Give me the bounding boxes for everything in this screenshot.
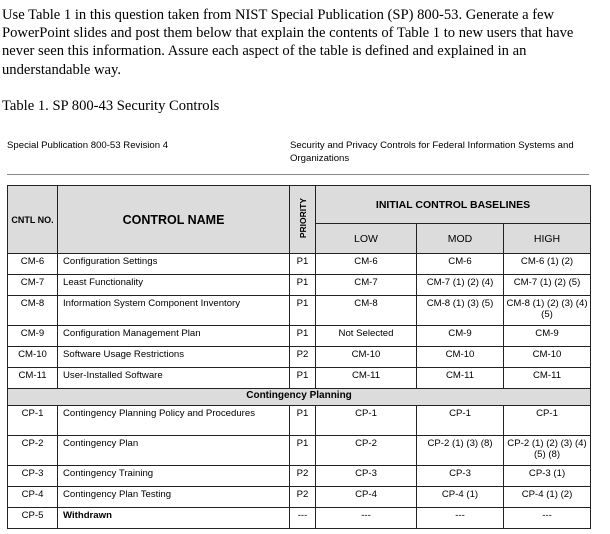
cell-low: CM-8 [316,296,417,326]
header-low: LOW [316,224,417,254]
table-row [8,487,591,508]
cell-cntl-no: CM-6 [8,254,58,275]
cell-high: CM-10 [504,347,591,368]
cell-control-name: Information System Component Inventory [58,296,290,326]
header-high: HIGH [504,224,591,254]
cell-control-name: Contingency Training [58,466,290,487]
cell-low: --- [316,508,417,529]
cell-control-name: User-Installed Software [58,368,290,389]
cell-priority: P1 [290,275,316,296]
cell-low: CM-11 [316,368,417,389]
cell-priority: P1 [290,406,316,436]
security-controls-table [7,185,591,529]
header-rule [7,174,589,175]
cell-low: CP-2 [316,436,417,466]
cell-cntl-no: CM-9 [8,326,58,347]
cell-low: CM-6 [316,254,417,275]
cell-high: CM-9 [504,326,591,347]
cell-priority: P2 [290,347,316,368]
cell-high: CM-6 (1) (2) [504,254,591,275]
cell-cntl-no: CP-4 [8,487,58,508]
cell-cntl-no: CP-1 [8,406,58,436]
table-row [8,466,591,487]
cell-priority: P1 [290,296,316,326]
cell-mod: CM-9 [417,326,504,347]
cell-low: Not Selected [316,326,417,347]
cell-mod: CP-2 (1) (3) (8) [417,436,504,466]
cell-low: CP-1 [316,406,417,436]
cell-mod: CM-8 (1) (3) (5) [417,296,504,326]
cell-cntl-no: CP-3 [8,466,58,487]
cell-low: CM-7 [316,275,417,296]
table-row [8,436,591,466]
cell-cntl-no: CP-5 [8,508,58,529]
cell-priority: --- [290,508,316,529]
section-title: Contingency Planning [8,389,591,406]
cell-control-name: Withdrawn [58,508,290,529]
cell-cntl-no: CM-7 [8,275,58,296]
table-row [8,275,591,296]
doc-header-left: Special Publication 800-53 Revision 4 [7,140,169,151]
cell-mod: CM-6 [417,254,504,275]
cell-control-name: Contingency Planning Policy and Procedures [58,406,290,436]
header-control-name: CONTROL NAME [58,186,290,254]
table-row [8,508,591,529]
header-priority [290,186,316,254]
header-baselines: INITIAL CONTROL BASELINES [316,186,591,224]
cell-cntl-no: CM-10 [8,347,58,368]
cell-control-name: Contingency Plan Testing [58,487,290,508]
section-row [8,389,591,406]
header-mod: MOD [417,224,504,254]
cell-high: CP-2 (1) (2) (3) (4) (5) (8) [504,436,591,466]
cell-cntl-no: CM-11 [8,368,58,389]
cell-cntl-no: CP-2 [8,436,58,466]
table-row [8,326,591,347]
cell-high: CM-8 (1) (2) (3) (4) (5) [504,296,591,326]
cell-priority: P1 [290,436,316,466]
cell-mod: CP-4 (1) [417,487,504,508]
table-row [8,254,591,275]
header-priority-label: PRIORITY [297,197,308,239]
cell-high: CM-7 (1) (2) (5) [504,275,591,296]
cell-priority: P2 [290,466,316,487]
header-cntl-no: CNTL NO. [8,186,58,254]
cell-low: CP-3 [316,466,417,487]
cell-mod: CP-1 [417,406,504,436]
cell-high: CP-1 [504,406,591,436]
table-row [8,347,591,368]
cell-control-name: Least Functionality [58,275,290,296]
cell-priority: P1 [290,368,316,389]
cell-low: CP-4 [316,487,417,508]
cell-low: CM-10 [316,347,417,368]
cell-mod: --- [417,508,504,529]
cell-mod: CM-11 [417,368,504,389]
cell-mod: CP-3 [417,466,504,487]
cell-priority: P2 [290,487,316,508]
question-text: Use Table 1 in this question taken from NIST Special Publication (SP) 800-53. Generate a few PowerPoint slides and post them below that explain the contents of Table 1 to new users that have never seen this information. Assure each aspect of the table is defined and explained in an understandable way. [2,7,574,78]
table-row [8,368,591,389]
cell-control-name: Configuration Settings [58,254,290,275]
cell-mod: CM-7 (1) (2) (4) [417,275,504,296]
cell-high: --- [504,508,591,529]
cell-high: CM-11 [504,368,591,389]
cell-high: CP-3 (1) [504,466,591,487]
cell-cntl-no: CM-8 [8,296,58,326]
cell-control-name: Software Usage Restrictions [58,347,290,368]
table-row [8,406,591,436]
cell-control-name: Configuration Management Plan [58,326,290,347]
doc-header-right: Security and Privacy Controls for Federal Information Systems and Organizations [290,140,574,164]
cell-priority: P1 [290,326,316,347]
cell-priority: P1 [290,254,316,275]
cell-high: CP-4 (1) (2) [504,487,591,508]
table-title: Table 1. SP 800-43 Security Controls [2,98,220,114]
cell-mod: CM-10 [417,347,504,368]
cell-control-name: Contingency Plan [58,436,290,466]
table-row [8,296,591,326]
